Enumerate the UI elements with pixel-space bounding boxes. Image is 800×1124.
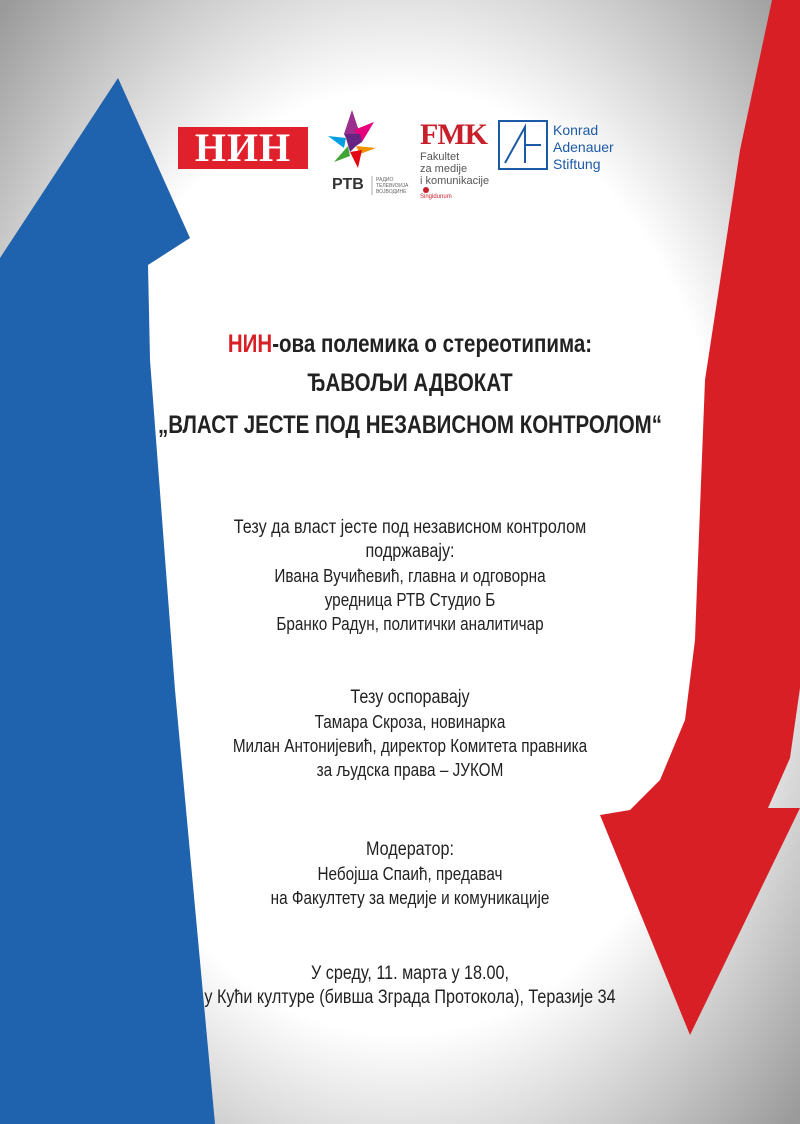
singidunum-emblem-icon [423,187,429,193]
nin-logo: НИН [178,127,308,169]
oppose-heading: Тезу оспоравају [350,687,470,708]
support-line: Бранко Радун, политички аналитичар [276,614,544,634]
title-line-1 [74,330,746,359]
singidunum-logo: Singidunum [420,194,452,200]
oppose-line: за људска права – ЈУКОМ [316,760,504,780]
moderator-line: Небојша Спаић, предавач [317,864,503,884]
kas-logo-text [553,122,673,173]
fmk-logo: FMK [420,118,487,151]
support-section [62,516,759,636]
moderator-line: на Факултету за медије и комуникације [270,888,550,908]
moderator-heading: Модератор: [366,839,454,860]
rtv-logo-subtitle: РАДИО ТЕЛЕВИЗИЈА ВОЈВОДИНЕ [376,177,409,195]
oppose-line: Тамара Скроза, новинарка [314,712,506,732]
event-venue: у Кући културе (бивша Зграда Протокола), Теразије 34 [204,987,616,1008]
rtv-logo-text: РТВ [332,176,364,193]
title-nin-highlight: НИН [227,330,273,358]
support-heading: Тезу да власт јесте под независном контролом [233,517,587,538]
moderator-section [62,838,759,910]
fmk-text-line: i komunikacije [420,175,490,187]
support-line: Ивана Вучићевић, главна и одговорна [274,566,546,586]
kas-text-line: Konrad [553,122,599,138]
fmk-logo-text [420,151,500,187]
oppose-section [62,686,759,782]
kas-text-line: Stiftung [553,156,601,172]
oppose-line: Милан Антонијевић, директор Комитета правника [232,736,588,756]
title-line-1-rest: -ова полемика о стереотипима: [272,330,593,358]
title-line-3: „ВЛАСТ ЈЕСТЕ ПОД НЕЗАВИСНОМ КОНТРОЛОМ“ [158,411,662,439]
kas-text-line: Adenauer [553,139,614,155]
fmk-text-line: za medije [420,163,468,175]
fmk-text-line: Fakultet [420,151,460,163]
title-line-2: ЂАВОЉИ АДВОКАТ [307,369,513,397]
support-line: уредница РТВ Студио Б [324,590,496,610]
event-info [62,962,759,1010]
support-heading-2: подржавају: [365,541,455,562]
event-date: У среду, 11. марта у 18.00, [311,963,509,984]
